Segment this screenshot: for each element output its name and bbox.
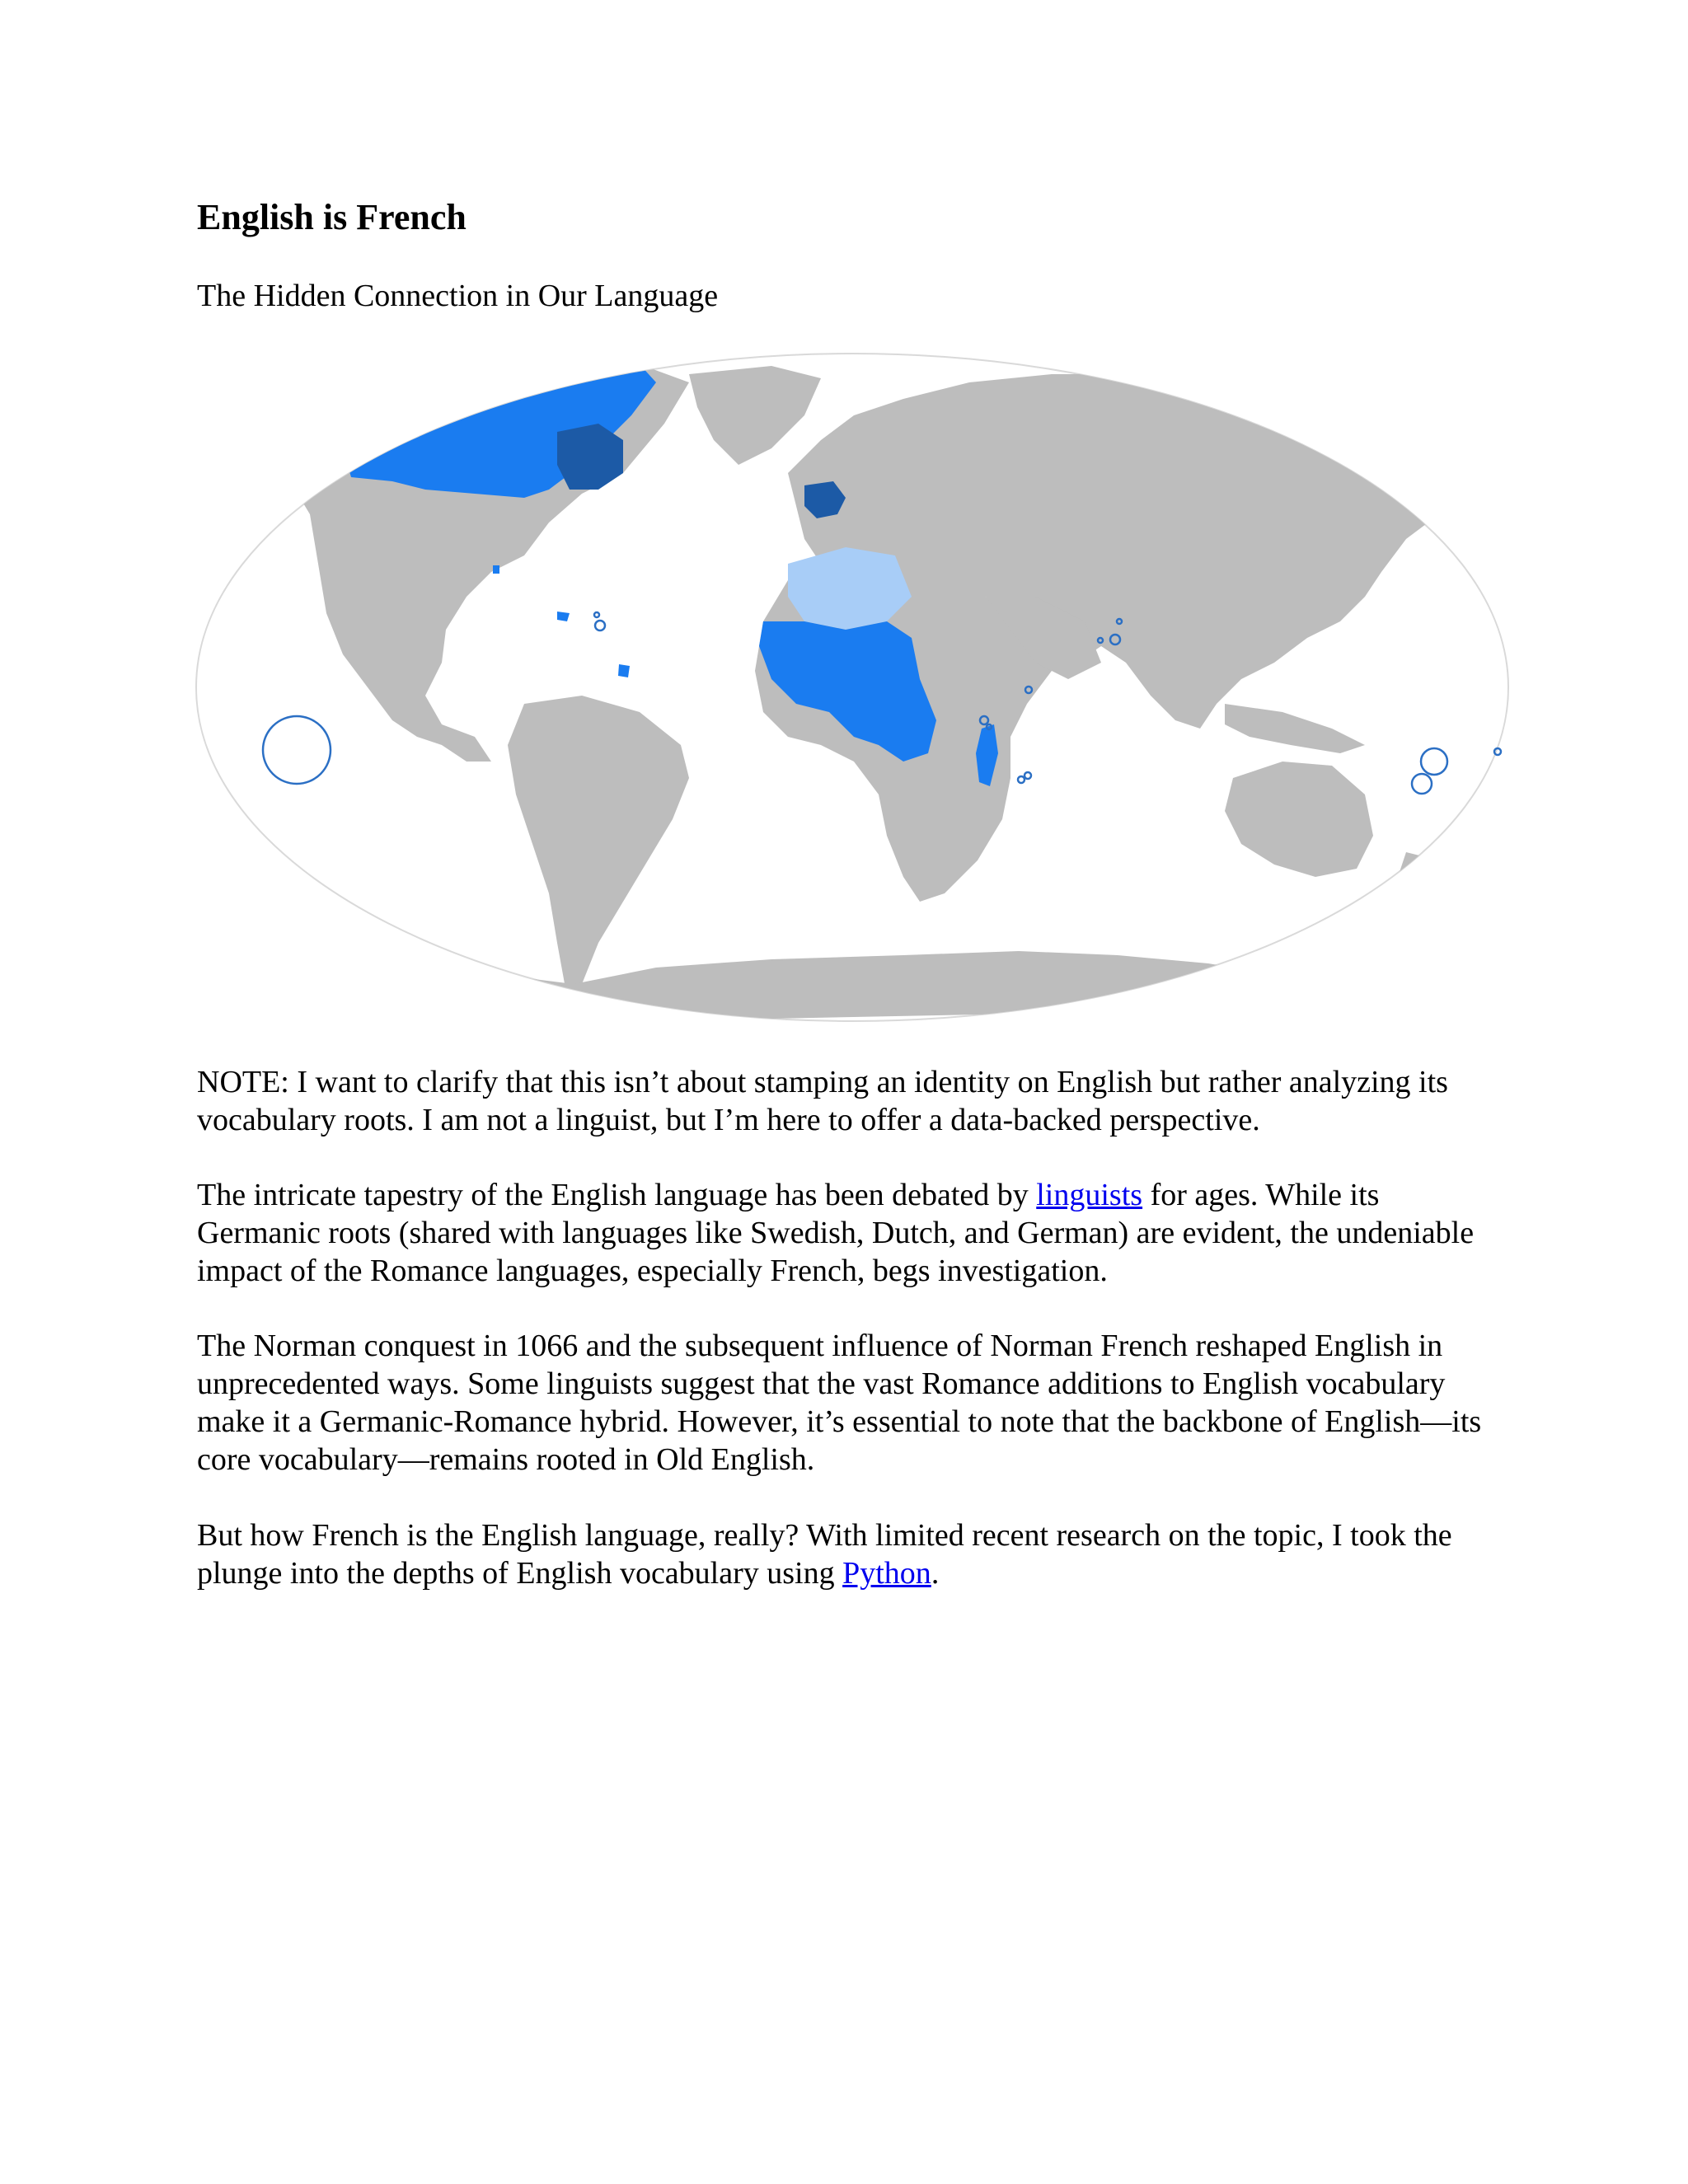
python-paragraph — [197, 1516, 1499, 1592]
norman-conquest-paragraph: The Norman conquest in 1066 and the subsequent influence of Norman French reshaped English in unprecedented ways. Some linguists suggest that the vast Romance additions to English vocabulary make it a Germanic-Romance hybrid. However, it’s essential to note that the backbone of English—its core vocabulary—remains rooted in Old English. — [197, 1329, 1482, 1477]
world-map-svg — [195, 349, 1510, 1025]
python-link[interactable]: Python — [842, 1556, 931, 1591]
note-paragraph: NOTE: I want to clarify that this isn’t about stamping an identity on English but rather analyzing its vocabulary roots. I am not a linguist, but I’m here to offer a data-backed perspective. — [197, 1065, 1448, 1137]
python-text-before: But how French is the English language, really? With limited recent research on the topic, I took the plunge into the depths of English vocabulary using — [197, 1518, 1452, 1591]
region-louisiana — [493, 565, 499, 574]
linguists-link[interactable]: linguists — [1036, 1178, 1143, 1212]
intro-paragraph — [197, 1176, 1499, 1290]
region-french-guiana — [618, 664, 630, 677]
article-subtitle: The Hidden Connection in Our Language — [197, 279, 719, 313]
world-map-francophonie — [195, 349, 1510, 1025]
python-text-after: . — [931, 1556, 940, 1591]
intro-text-before: The intricate tapestry of the English language has been debated by — [197, 1178, 1037, 1212]
marker-wallis-futuna — [1494, 748, 1501, 755]
region-quebec — [557, 424, 623, 490]
article-title: English is French — [197, 197, 467, 237]
intro-text-after: for ages. While its Germanic roots (shared with languages like Swedish, Dutch, and German) are evident, the undeniable impact of the Romance languages, especially French, begs investigation. — [197, 1178, 1475, 1288]
